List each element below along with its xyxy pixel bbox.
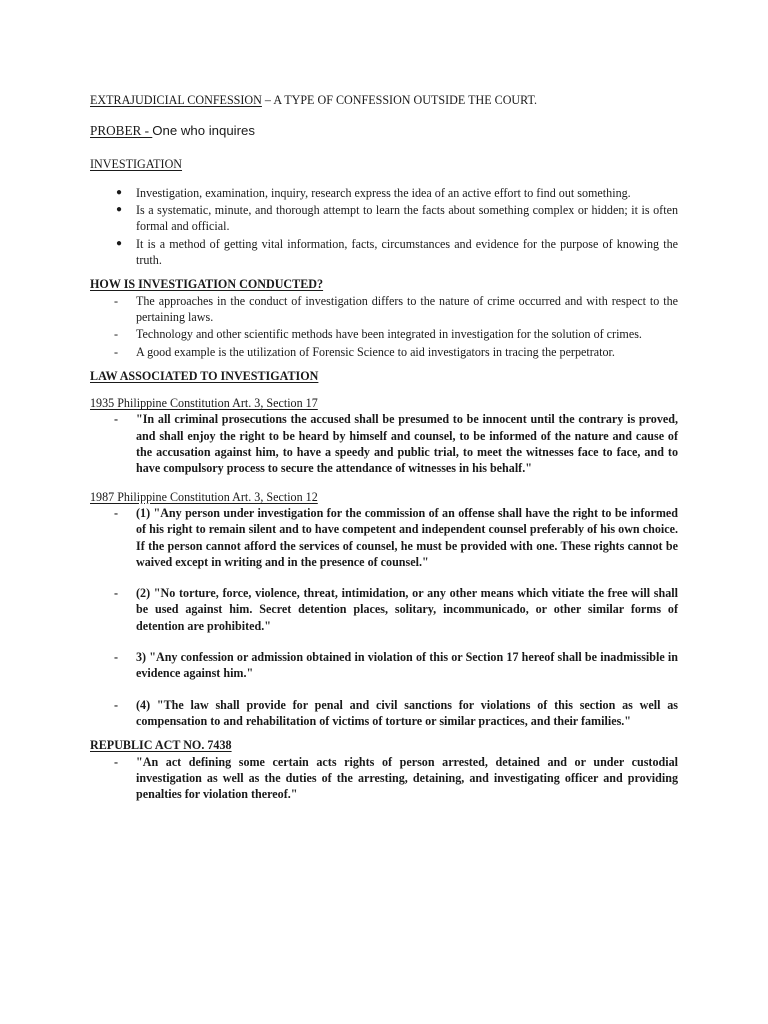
dash-icon: - (114, 412, 119, 427)
constitution-1935-title: 1935 Philippine Constitution Art. 3, Section 17 (90, 396, 318, 411)
law-heading: LAW ASSOCIATED TO INVESTIGATION (90, 368, 319, 383)
dash-icon: - (114, 327, 119, 342)
list-item: - (2) "No torture, force, violence, threat, intimidation, or any other means which vitiate the free will shall be used against him. Secret detention places, solitary, incommunicado, or other similar forms of detention are prohibited." (114, 586, 678, 633)
prober-definition (90, 123, 678, 139)
constitution-1987-list (90, 505, 678, 729)
list-item: ● Is a systematic, minute, and thorough attempt to learn the facts about something complex or hidden; it is often formal and official. (116, 203, 678, 234)
bullet-icon: ● (116, 186, 123, 198)
investigation-heading: INVESTIGATION (90, 156, 183, 171)
prober-text: One who inquires (152, 123, 255, 139)
dash-icon: - (114, 697, 119, 712)
extrajudicial-term: EXTRAJUDICIAL CONFESSION (90, 93, 262, 107)
list-item: - "In all criminal prosecutions the accused shall be presumed to be innocent until the contrary is proved, and shall enjoy the right to be heard by himself and counsel, to be informed of the nature and cause of the accusation against him, to have a speedy and public trial, to meet the witnesses face to face, and to have compulsory process to secure the attendance of witnesses in his behalf." (114, 412, 678, 476)
how-conducted-heading: HOW IS INVESTIGATION CONDUCTED? (90, 277, 324, 292)
dash-icon: - (114, 586, 119, 601)
list-item: - "An act defining some certain acts rights of person arrested, detained and or under custodial investigation as well as the duties of the arresting, detaining, and investigating officer and providing penalties for violation thereof." (114, 754, 678, 802)
prober-term: PROBER - (90, 123, 153, 139)
constitution-1935-list (90, 411, 678, 476)
dash-icon: - (114, 754, 119, 769)
how-conducted-list (90, 293, 678, 360)
investigation-bullet-list (90, 185, 678, 268)
constitution-1987-title: 1987 Philippine Constitution Art. 3, Section 12 (90, 489, 318, 504)
bullet-icon: ● (116, 204, 123, 216)
list-item: ● It is a method of getting vital information, facts, circumstances and evidence for the purpose of knowing the truth. (116, 236, 678, 268)
dash-icon: - (114, 650, 119, 665)
bullet-icon: ● (116, 237, 123, 249)
list-item: - (4) "The law shall provide for penal and civil sanctions for violations of this section as well as compensation to and rehabilitation of victims of torture or similar practices, and their families." (114, 697, 678, 728)
list-item: - 3) "Any confession or admission obtained in violation of this or Section 17 hereof shall be inadmissible in evidence against him." (114, 650, 678, 681)
extrajudicial-text: – A TYPE OF CONFESSION OUTSIDE THE COURT. (261, 93, 538, 107)
extrajudicial-definition (90, 92, 678, 108)
list-item: ● Investigation, examination, inquiry, research express the idea of an active effort to find out something. (116, 185, 631, 200)
list-item: - Technology and other scientific methods have been integrated in investigation for the solution of crimes. (114, 327, 642, 342)
republic-act-heading: REPUBLIC ACT NO. 7438 (90, 738, 232, 753)
dash-icon: - (114, 293, 119, 308)
republic-act-list (90, 754, 678, 803)
list-item: - (1) "Any person under investigation for the commission of an offense shall have the right to be informed of his right to remain silent and to have competent and independent counsel preferably of his own choice. If the person cannot afford the services of counsel, he must be provided with one. These rights cannot be waived except in writing and in the presence of counsel." (114, 505, 678, 569)
dash-icon: - (114, 344, 119, 359)
list-item: - A good example is the utilization of Forensic Science to aid investigators in tracing the perpetrator. (114, 344, 615, 359)
dash-icon: - (114, 505, 119, 520)
list-item: - The approaches in the conduct of investigation differs to the nature of crime occurred and with respect to the pertaining laws. (114, 293, 678, 324)
